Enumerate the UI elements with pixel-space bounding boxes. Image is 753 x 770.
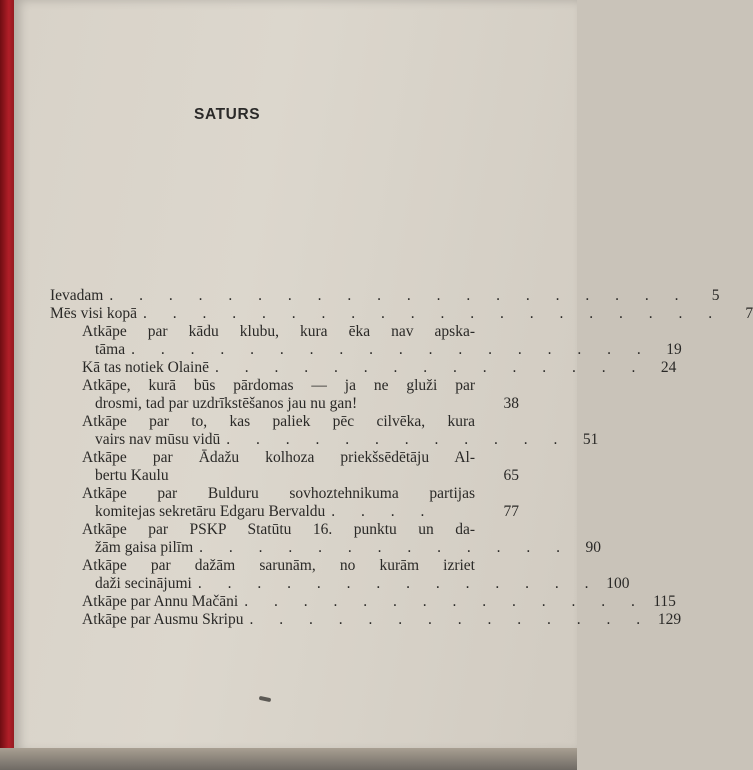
toc-entry-line [82, 413, 475, 431]
leader-dots: . . . . . . . . . . . . . . [244, 593, 646, 610]
toc-entry [95, 431, 599, 449]
toc-entry-line [82, 449, 475, 467]
toc-entry-line [82, 557, 475, 575]
toc-entry-line [82, 485, 475, 503]
toc-page-number: 7 [745, 305, 753, 322]
toc-entry [82, 611, 682, 629]
toc-page-number: 5 [711, 287, 720, 304]
toc-page-number: 38 [503, 395, 519, 412]
toc-entry-title: Atkāpe par kādu klubu, kura ēka nav apska- [82, 323, 475, 340]
toc-entry-title: Kā tas notiek Olainē [82, 359, 209, 376]
toc-page-number: 100 [606, 575, 630, 592]
toc-entry-title: Ievadam [50, 287, 104, 304]
toc-entry-title-cont: žām gaisa pilīm [95, 539, 194, 556]
toc-page-number: 77 [503, 503, 519, 520]
toc-entry [82, 359, 677, 377]
toc-entry-title: Atkāpe, kurā būs pārdomas — ja ne gluži par [82, 377, 475, 394]
toc-entry [95, 467, 519, 485]
toc-entry-line [82, 323, 475, 341]
toc-page-number: 90 [585, 539, 602, 556]
toc-entry [50, 287, 720, 305]
leader-dots: . . . . . . . . . . . . [226, 431, 569, 448]
toc-entry-title: Mēs visi kopā [50, 305, 137, 322]
toc-entry-title-cont: bertu Kaulu [95, 467, 169, 484]
toc-entry-title: Atkāpe par PSKP Statūtu 16. punktu un da- [82, 521, 475, 538]
toc-entry-title-cont: komitejas sekretāru Edgaru Bervaldu [95, 503, 326, 520]
leader-dots: . . . . . . . . . . . . . . [249, 611, 652, 628]
toc-page-number: 19 [666, 341, 682, 358]
toc-entry-title-cont: vairs nav mūsu vidū [95, 431, 221, 448]
leader-dots: . . . . . . . . . . . . . [199, 539, 572, 556]
toc-page-number: 24 [660, 359, 677, 376]
toc-entry [82, 593, 676, 611]
toc-entry-title: Atkāpe par to, kas paliek pēc cilvēka, kura [82, 413, 475, 430]
toc-entry-title: Atkāpe par Ādažu kolhoza priekšsēdētāju Al- [82, 449, 475, 466]
toc-entry-title: Atkāpe par dažām sarunām, no kurām izriet [82, 557, 475, 574]
toc-entry-line [82, 377, 475, 395]
toc-page-number: 65 [503, 467, 519, 484]
toc-entry-title: Atkāpe par Bulduru sovhoztehnikuma partijas [82, 485, 475, 502]
toc-entry [95, 341, 682, 359]
toc-page-number: 51 [582, 431, 599, 448]
toc-entry-title-cont: drosmi, tad par uzdrīkstēšanos jau nu gan! [95, 395, 358, 412]
toc-entry-title-cont: daži secinājumi [95, 575, 192, 592]
toc-entry [50, 305, 753, 323]
leader-dots: . . . . . . . . . . . . . . . [214, 359, 647, 376]
leader-dots: . . . . . . . . . . . . . . [197, 575, 600, 592]
leader-dots: . . . . . . . . . . . . . . . . . . [131, 341, 652, 358]
toc-entry [95, 503, 519, 521]
toc-entry [95, 575, 630, 593]
page-title: SATURS [194, 106, 261, 123]
toc-entry [95, 395, 519, 413]
toc-page-number: 129 [657, 611, 682, 628]
toc-entry-title-cont: tāma [95, 341, 126, 358]
toc-page-number: 115 [653, 593, 676, 610]
toc-entry [95, 539, 602, 557]
leader-dots: . . . . [331, 503, 436, 520]
toc-entry-title: Atkāpe par Ausmu Skripu [82, 611, 244, 628]
leader-dots: . . . . . . . . . . . . . . . . . . . . [142, 305, 724, 322]
leader-dots: . . . . . . . . . . . . . . . . . . . . [109, 287, 690, 304]
toc-entry-line [82, 521, 475, 539]
toc-entry-title: Atkāpe par Annu Mačāni [82, 593, 239, 610]
